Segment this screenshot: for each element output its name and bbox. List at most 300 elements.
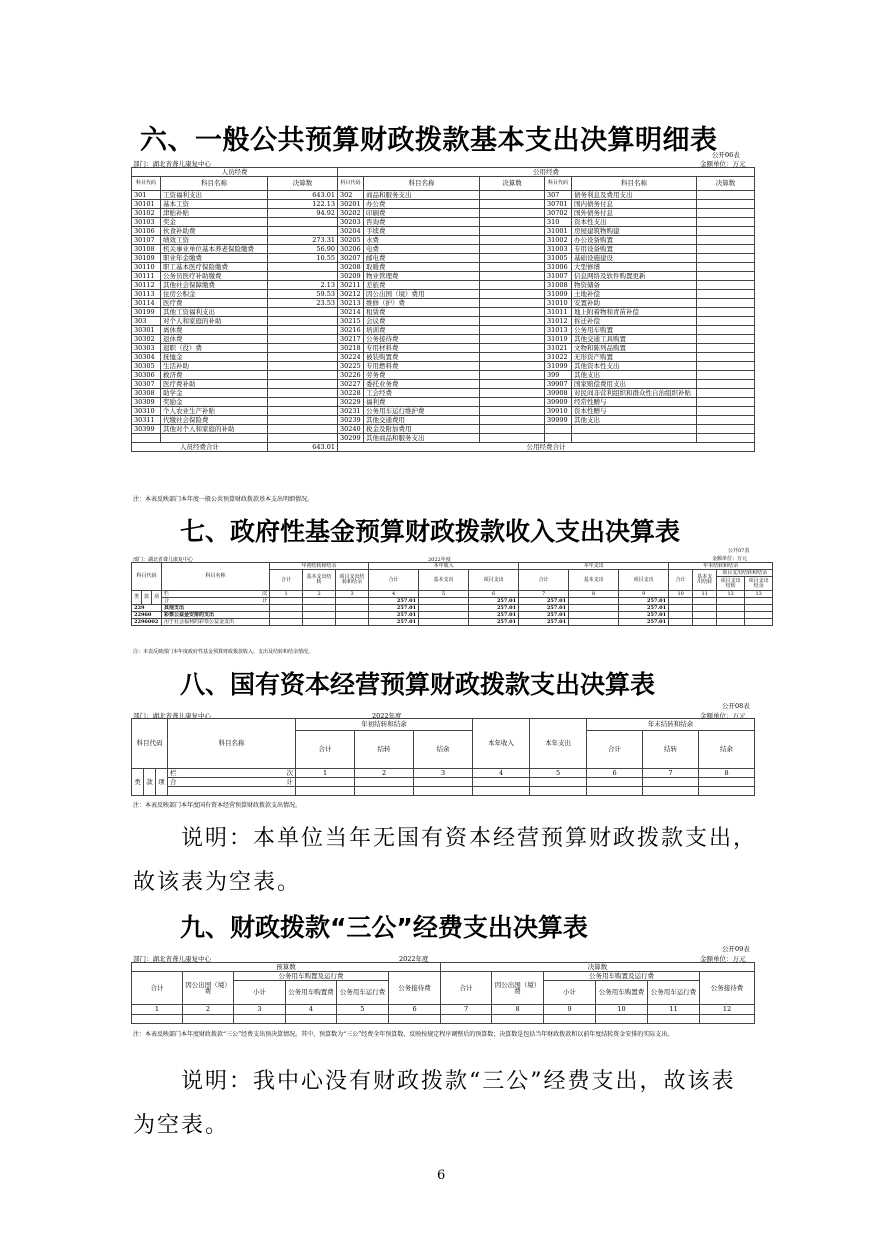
header-subtotal: 小计 [544, 981, 596, 1005]
cell-amount [697, 389, 755, 398]
header-total: 合计 [270, 570, 303, 591]
group-begin: 年初结转和结余 [270, 563, 369, 570]
header-code: 科目代码 [338, 177, 364, 191]
cell-amount: 257.01 [519, 605, 569, 612]
cell-code: 399 [545, 371, 572, 380]
table-row [132, 605, 773, 612]
cell-amount [480, 218, 545, 227]
explanation-line: 为空表。 [133, 1113, 230, 1138]
cell-name: 抚恤金 [161, 353, 268, 362]
table-row [132, 236, 755, 245]
page-number: 6 [437, 1168, 446, 1183]
cell-amount [697, 209, 755, 218]
row-ci: 次 [262, 590, 268, 597]
cell-amount [697, 407, 755, 416]
cell-name: 办公设备购置 [572, 236, 697, 245]
group-end: 年末结转和结余 [587, 719, 755, 731]
cell-amount: 23.53 [268, 299, 338, 308]
cell-name: 彩票公益金安排的支出 [162, 612, 270, 619]
group-end: 年末结转和结余 [669, 563, 773, 570]
cell-amount [480, 299, 545, 308]
group-public-header: 公用经费 [338, 168, 755, 177]
cell-amount [268, 344, 338, 353]
col-number: 2 [355, 769, 414, 778]
total-person-value: 643.01 [268, 443, 338, 452]
explanation-line: 说明：本单位当年无国有资本经营预算财政拨款支出， [181, 826, 758, 851]
cell-code: 30226 [338, 371, 364, 380]
cell-code: 30240 [338, 425, 364, 434]
cell-name: 公务用车购置 [572, 326, 697, 335]
cell-name: 专用材料费 [364, 344, 480, 353]
header-total: 合计 [132, 972, 183, 1005]
header-xiang: 项 [156, 769, 168, 796]
header-code: 科目代码 [545, 177, 572, 191]
cell-code: 31013 [545, 326, 572, 335]
cell-name: 办公费 [364, 200, 480, 209]
table6-unit: 金额单位：万元 [700, 160, 746, 168]
table6 [131, 167, 755, 452]
row-lan: 栏 [164, 590, 170, 597]
header-basic-jz: 基本支出结转 [303, 570, 336, 591]
header-jz: 结转 [643, 731, 699, 769]
cell-name: 工资福利支出 [161, 191, 268, 200]
cell-amount [303, 619, 336, 626]
cell-code: 30199 [132, 308, 161, 317]
table-row [132, 353, 755, 362]
table7-title: 七、政府性基金预算财政拨款收入支出决算表 [180, 517, 681, 546]
col-number: 8 [699, 769, 755, 778]
cell-name: 物业管理费 [364, 272, 480, 281]
header-proj-jy: 项目支出结余 [745, 577, 773, 591]
cell-name: 商品和服务支出 [364, 191, 480, 200]
cell-amount [697, 335, 755, 344]
header-lei: 类 [132, 591, 142, 605]
cell-amount [336, 612, 369, 619]
col-number: 8 [569, 591, 619, 598]
table-row [132, 299, 755, 308]
cell-code: 30227 [338, 380, 364, 389]
cell-code: 30103 [132, 218, 161, 227]
cell-code: 303 [132, 317, 161, 326]
header-recep: 公务接待费 [389, 972, 441, 1005]
cell-amount [268, 398, 338, 407]
cell-amount [268, 218, 338, 227]
table8-code: 公开08表 [722, 702, 750, 710]
cell-code: 30311 [132, 416, 161, 425]
table7-year: 2022年度 [428, 557, 451, 563]
cell-name: 其他资本性支出 [572, 362, 697, 371]
table7-dept: 部门：湖北省聋儿康复中心 [133, 557, 194, 563]
cell-name: 绩效工资 [161, 236, 268, 245]
header-basic: 基本支出 [569, 570, 619, 591]
table9 [131, 962, 755, 1024]
table6-code: 公开06表 [712, 151, 740, 159]
explanation-line: 故该表为空表。 [133, 870, 302, 895]
cell-code: 31099 [545, 362, 572, 371]
cell-name: 医疗费补助 [161, 380, 268, 389]
cell-code [545, 425, 572, 434]
cell-amount [697, 245, 755, 254]
header-car-run: 公务用车运行费 [337, 981, 389, 1005]
cell-code: 30206 [338, 245, 364, 254]
cell-code: 30308 [132, 389, 161, 398]
col-number: 10 [669, 591, 693, 598]
cell-code: 31011 [545, 308, 572, 317]
cell-amount [268, 371, 338, 380]
cell-name: 土地补偿 [572, 290, 697, 299]
cell-amount [480, 272, 545, 281]
cell-code: 30204 [338, 227, 364, 236]
col-number: 11 [648, 1005, 700, 1015]
cell-amount: 10.55 [268, 254, 338, 263]
cell-amount [268, 362, 338, 371]
table9-explanation [133, 1060, 758, 1148]
cell-code: 30702 [545, 209, 572, 218]
cell-name: 信息网络及软件购置更新 [572, 272, 697, 281]
cell-amount [697, 299, 755, 308]
cell-amount: 56.90 [268, 245, 338, 254]
cell-amount [717, 605, 745, 612]
cell-amount [268, 272, 338, 281]
cell-amount [745, 619, 773, 626]
cell-amount [480, 407, 545, 416]
header-car-buy: 公务用车购置费 [286, 981, 337, 1005]
cell-code: 30304 [132, 353, 161, 362]
cell-amount [270, 612, 303, 619]
total-cell [745, 598, 773, 605]
row-he: 合 [170, 777, 177, 786]
table-row [132, 218, 755, 227]
cell-name: 基本工资 [161, 200, 268, 209]
col-number: 6 [389, 1005, 441, 1015]
cell-amount [270, 605, 303, 612]
cell-code: 31019 [545, 335, 572, 344]
cell-amount [480, 434, 545, 443]
total-cell [419, 598, 469, 605]
cell-name: 其他支出 [572, 371, 697, 380]
cell-code: 30307 [132, 380, 161, 389]
cell-name: 生活补助 [161, 362, 268, 371]
cell-name: 国内债务付息 [572, 200, 697, 209]
cell-amount [268, 416, 338, 425]
col-number: 7 [519, 591, 569, 598]
cell-name: 房屋建筑物购建 [572, 227, 697, 236]
cell-code: 30208 [338, 263, 364, 272]
cell-amount [480, 236, 545, 245]
group-budget: 预算数 [132, 963, 441, 972]
header-amount: 决算数 [697, 177, 755, 191]
cell-name: 奖励金 [161, 398, 268, 407]
table8-explanation [133, 817, 758, 905]
cell-name: 对个人和家庭的补助 [161, 317, 268, 326]
cell-amount [268, 335, 338, 344]
cell-code: 30303 [132, 344, 161, 353]
table-row [132, 362, 755, 371]
cell-amount [697, 416, 755, 425]
cell-name: 培训费 [364, 326, 480, 335]
cell-name: 资本性支出 [572, 218, 697, 227]
cell-amount [697, 308, 755, 317]
cell-code: 30215 [338, 317, 364, 326]
table9-dept: 部门：湖北省聋儿康复中心 [133, 955, 211, 963]
cell-amount [697, 290, 755, 299]
header-jy: 结余 [699, 731, 755, 769]
table-row [132, 317, 755, 326]
cell-amount [268, 380, 338, 389]
col-number: 7 [441, 1005, 492, 1015]
cell-name: 其他支出 [162, 605, 270, 612]
table9-code: 公开09表 [722, 945, 750, 953]
cell-name: 差旅费 [364, 281, 480, 290]
header-basic: 基本支出 [419, 570, 469, 591]
cell-amount: 257.01 [469, 619, 519, 626]
header-name: 科目名称 [161, 177, 268, 191]
table-row [132, 389, 755, 398]
cell-name: 水费 [364, 236, 480, 245]
cell-name: 代缴社会保险费 [161, 416, 268, 425]
header-abroad: 因公出国（境）费 [492, 972, 544, 1005]
cell-code: 307 [545, 191, 572, 200]
cell-amount [697, 263, 755, 272]
row-ji: 计 [262, 597, 268, 604]
cell-amount [480, 416, 545, 425]
cell-code [545, 434, 572, 443]
header-xiang: 项 [152, 591, 162, 605]
cell-name [572, 434, 697, 443]
table7-unit: 金额单位：万元 [712, 556, 748, 562]
cell-name: 经常性赠与 [572, 398, 697, 407]
cell-code: 30214 [338, 308, 364, 317]
group-income: 本年收入 [369, 563, 519, 570]
cell-code: 30305 [132, 362, 161, 371]
header-recep: 公务接待费 [700, 972, 755, 1005]
table-row [132, 335, 755, 344]
header-total: 合计 [669, 570, 693, 591]
cell-name: 大型修缮 [572, 263, 697, 272]
cell-amount [480, 191, 545, 200]
cell-amount [693, 612, 717, 619]
cell-amount [697, 344, 755, 353]
header-subtotal: 小计 [234, 981, 286, 1005]
total-person-label: 人员经费合计 [132, 443, 268, 452]
header-jz: 结转 [355, 731, 414, 769]
cell-name: 会议费 [364, 317, 480, 326]
cell-amount [697, 434, 755, 443]
cell-name: 个人农业生产补贴 [161, 407, 268, 416]
cell-name: 其他支出 [572, 416, 697, 425]
cell-code: 30111 [132, 272, 161, 281]
table-row [132, 227, 755, 236]
group-car: 公务用车购置及运行费 [544, 972, 700, 981]
cell-name: 公务用车运行维护费 [364, 407, 480, 416]
col-number: 12 [717, 591, 745, 598]
group-final: 决算数 [441, 963, 755, 972]
header-code: 科目代码 [132, 719, 168, 769]
cell-amount [480, 344, 545, 353]
cell-code: 30114 [132, 299, 161, 308]
cell-code: 31006 [545, 263, 572, 272]
total-cell [270, 598, 303, 605]
table8-unit: 金额单位：万元 [700, 712, 746, 720]
cell-code: 30306 [132, 371, 161, 380]
table8-note: 注：本表反映部门本年度国有资本经营预算财政拨款支出情况。 [133, 802, 302, 809]
col-number: 4 [369, 591, 419, 598]
cell-amount [697, 425, 755, 434]
col-number: 12 [700, 1005, 755, 1015]
col-number: 10 [596, 1005, 648, 1015]
cell-name: 电费 [364, 245, 480, 254]
col-number: 4 [473, 769, 530, 778]
cell-name: 其他交通工具购置 [572, 335, 697, 344]
col-number: 3 [336, 591, 369, 598]
cell-amount [697, 254, 755, 263]
cell-name: 专用燃料费 [364, 362, 480, 371]
table-row [132, 263, 755, 272]
cell-amount [697, 281, 755, 290]
cell-amount: 257.01 [619, 605, 669, 612]
header-kuan: 款 [142, 591, 152, 605]
cell-name: 被装购置费 [364, 353, 480, 362]
cell-name: 物资储备 [572, 281, 697, 290]
group-expense: 本年支出 [519, 563, 669, 570]
cell-name [161, 434, 268, 443]
col-number: 9 [619, 591, 669, 598]
cell-amount: 257.01 [619, 619, 669, 626]
cell-amount [480, 380, 545, 389]
table9-unit: 金额单位：万元 [700, 955, 746, 963]
cell-amount [480, 245, 545, 254]
cell-amount: 257.01 [519, 612, 569, 619]
cell-amount: 257.01 [469, 605, 519, 612]
cell-name: 其他工资福利支出 [161, 308, 268, 317]
cell-code: 30211 [338, 281, 364, 290]
cell-name: 公务接待费 [364, 335, 480, 344]
cell-amount [480, 353, 545, 362]
cell-amount [693, 605, 717, 612]
cell-amount: 257.01 [469, 612, 519, 619]
cell-code: 31005 [545, 254, 572, 263]
cell-name: 无形资产购置 [572, 353, 697, 362]
cell-amount [697, 218, 755, 227]
header-total: 合计 [519, 570, 569, 591]
cell-name: 其他对个人和家庭的补助 [161, 425, 268, 434]
row-ji: 计 [286, 777, 294, 786]
cell-name: 咨询费 [364, 218, 480, 227]
cell-amount [697, 191, 755, 200]
cell-amount [480, 389, 545, 398]
cell-code: 30701 [545, 200, 572, 209]
cell-amount [480, 326, 545, 335]
cell-amount [697, 362, 755, 371]
cell-code: 31007 [545, 272, 572, 281]
table-row [132, 425, 755, 434]
cell-amount [268, 326, 338, 335]
col-number: 1 [296, 769, 355, 778]
cell-amount [480, 227, 545, 236]
cell-amount [268, 425, 338, 434]
cell-code: 39910 [545, 407, 572, 416]
cell-name: 印刷费 [364, 209, 480, 218]
cell-code: 30309 [132, 398, 161, 407]
cell-amount [669, 619, 693, 626]
cell-name: 基础设施建设 [572, 254, 697, 263]
cell-amount [480, 281, 545, 290]
cell-amount [480, 308, 545, 317]
cell-name: 退休费 [161, 335, 268, 344]
header-expense: 本年支出 [530, 719, 587, 769]
header-proj-jz2: 项目支出结转 [717, 577, 745, 591]
cell-code: 30205 [338, 236, 364, 245]
cell-code: 30110 [132, 263, 161, 272]
table9-title: 九、财政拨款“三公”经费支出决算表 [180, 913, 588, 942]
cell-code: 30109 [132, 254, 161, 263]
total-cell [569, 598, 619, 605]
cell-name: 手续费 [364, 227, 480, 236]
cell-code: 30399 [132, 425, 161, 434]
cell-code: 31008 [545, 281, 572, 290]
cell-code: 30299 [338, 434, 364, 443]
cell-amount: 122.13 [268, 200, 338, 209]
cell-name: 委托业务费 [364, 380, 480, 389]
col-number: 3 [414, 769, 473, 778]
cell-name: 拆迁补偿 [572, 317, 697, 326]
header-kuan: 款 [144, 769, 156, 796]
cell-code: 31009 [545, 290, 572, 299]
cell-code: 30217 [338, 335, 364, 344]
table-row [132, 434, 755, 443]
cell-amount [268, 317, 338, 326]
col-number: 5 [419, 591, 469, 598]
total-cell: 257.01 [369, 598, 419, 605]
col-number: 9 [544, 1005, 596, 1015]
table6-title: 六、一般公共预算财政拨款基本支出决算明细表 [140, 125, 718, 156]
table-row [132, 245, 755, 254]
cell-amount [569, 605, 619, 612]
cell-code: 30209 [338, 272, 364, 281]
cell-code: 39907 [545, 380, 572, 389]
header-car-run: 公务用车运行费 [648, 981, 700, 1005]
cell-code: 30218 [338, 344, 364, 353]
cell-amount [419, 619, 469, 626]
header-basic-jz: 基本支出结转 [693, 570, 717, 591]
cell-code: 30228 [338, 389, 364, 398]
cell-code: 30106 [132, 227, 161, 236]
cell-amount [669, 605, 693, 612]
header-abroad: 因公出国（境）费 [183, 972, 234, 1005]
cell-name: 离休费 [161, 326, 268, 335]
total-cell [693, 598, 717, 605]
table8-title: 八、国有资本经营预算财政拨款支出决算表 [180, 670, 656, 699]
cell-name: 专用设备购置 [572, 245, 697, 254]
cell-name: 工会经费 [364, 389, 480, 398]
table7 [131, 562, 773, 626]
cell-amount: 2.13 [268, 281, 338, 290]
cell-code: 30102 [132, 209, 161, 218]
table7-note: 注：本表反映部门本年度政府性基金预算财政拨款收入、支出及结转和结余情况。 [133, 649, 314, 655]
total-cell: 257.01 [469, 598, 519, 605]
cell-amount [270, 619, 303, 626]
header-name: 科目名称 [162, 563, 270, 591]
cell-amount: 643.01 [268, 191, 338, 200]
cell-name: 取暖费 [364, 263, 480, 272]
col-number: 13 [745, 591, 773, 598]
cell-amount [419, 605, 469, 612]
cell-code: 31002 [545, 236, 572, 245]
cell-amount [697, 380, 755, 389]
header-name: 科目名称 [168, 719, 296, 769]
cell-code: 39909 [545, 398, 572, 407]
cell-amount [268, 227, 338, 236]
